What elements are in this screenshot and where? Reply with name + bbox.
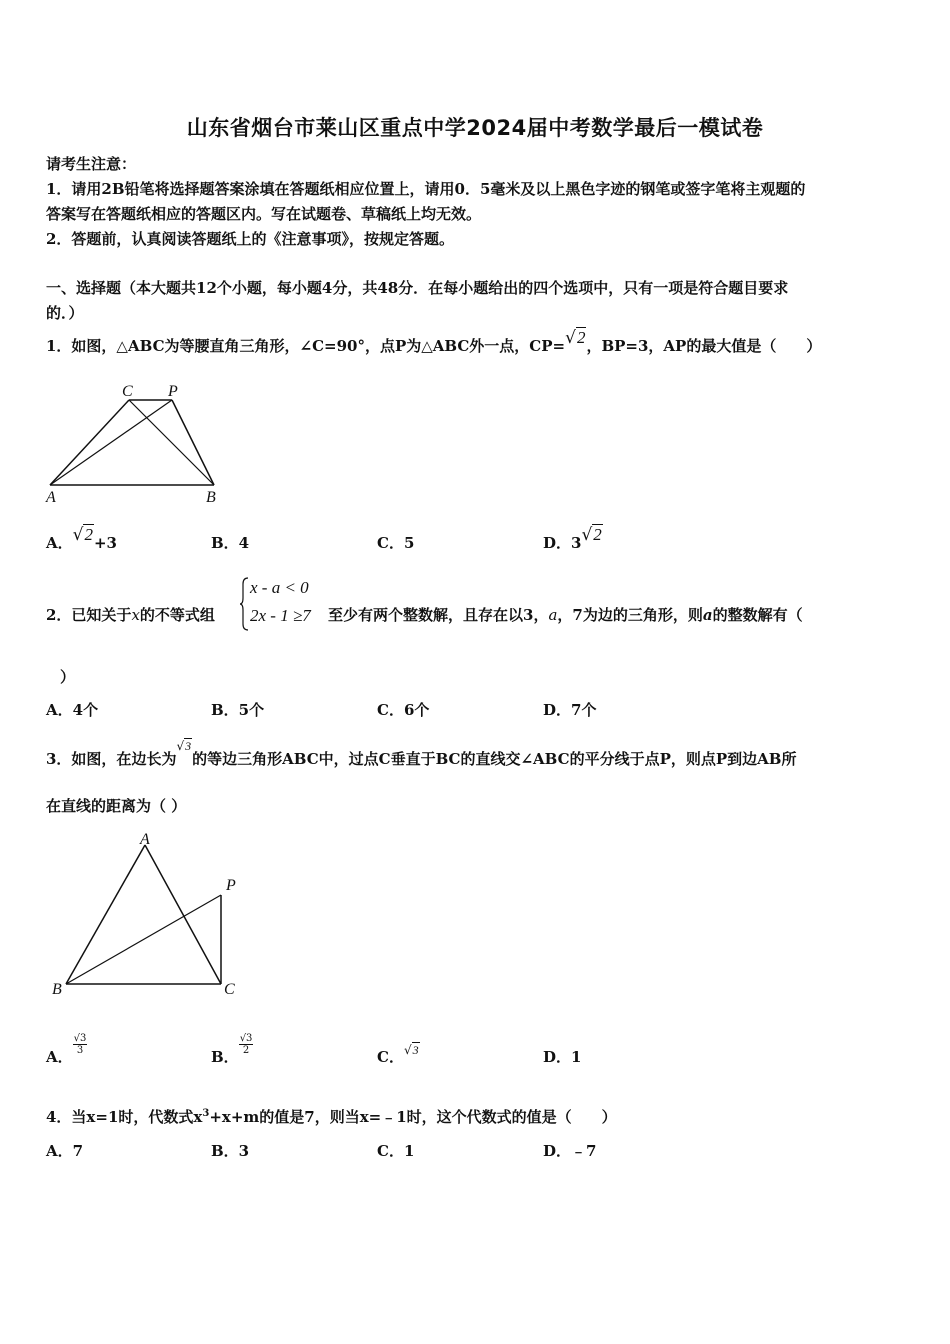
figure-label-p: P	[168, 383, 178, 400]
notice-heading: 请考生注意：	[46, 155, 137, 173]
fraction: $\frac{√3}{2}$	[239, 1032, 253, 1056]
section-heading: 一、选择题（本大题共12个小题，每小题4分，共48分．在每小题给出的四个选项中，只有一项是符合题目要求	[46, 279, 789, 297]
figure-label-c: C	[224, 981, 235, 998]
q4-option-b[interactable]: B．3	[211, 1142, 250, 1160]
question-2-close: ）	[60, 668, 76, 686]
question-3-text: 3．如图，在边长为√3的等边三角形ABC中，过点C垂直于BC的直线交∠ABC的平分线于点P，则点P到边AB所	[46, 739, 797, 768]
question-2-text: 2．已知关于x的不等式组	[46, 606, 215, 624]
notice-line-1-cont: 答案写在答题纸相应的答题区内。写在试题卷、草稿纸上均无效。	[46, 205, 482, 223]
notice-line-2: 2．答题前，认真阅读答题纸上的《注意事项》，按规定答题。	[46, 230, 454, 248]
section-heading-cont: 的．）	[46, 304, 84, 322]
notice-line-1: 1．请用2B铅笔将选择题答案涂填在答题纸相应位置上，请用0．5毫米及以上黑色字迹的钢笔或签字笔将主观题的	[46, 180, 806, 198]
fraction: $\frac{√3}{3}$	[73, 1032, 87, 1056]
question-3-figure	[48, 828, 248, 1000]
q3-option-a[interactable]: A． $\frac{√3}{3}$	[46, 1032, 87, 1066]
q2-option-d[interactable]: D．7个	[543, 701, 597, 719]
sqrt-expression: √3	[403, 1043, 419, 1057]
sqrt-expression: √2	[72, 525, 93, 545]
question-2-text-cont: 至少有两个整数解，且存在以3，a，7为边的三角形，则a的整数解有（	[328, 606, 803, 624]
q1-option-a[interactable]: A．√2+3	[46, 525, 117, 552]
sqrt-expression: √3	[176, 739, 192, 753]
q1-option-b[interactable]: B．4	[211, 534, 250, 552]
question-1-figure	[44, 378, 226, 504]
question-4-text: 4．当x=1时，代数式$x^3+x+m$的值是7，则当x=﹣1时，这个代数式的值是（ ）	[46, 1108, 617, 1126]
inequality-2: 2x - 1 ≥7	[250, 606, 311, 625]
q3-option-c[interactable]: C．√3	[377, 1043, 419, 1066]
q2-option-c[interactable]: C．6个	[377, 701, 430, 719]
figure-label-b: B	[52, 981, 62, 998]
q4-option-d[interactable]: D．﹣7	[543, 1142, 597, 1160]
left-brace-icon	[240, 576, 250, 632]
q3-option-b[interactable]: B． $\frac{√3}{2}$	[211, 1032, 253, 1066]
figure-label-a: A	[46, 489, 56, 504]
q2-option-b[interactable]: B．5个	[211, 701, 265, 719]
q4-option-c[interactable]: C．1	[377, 1142, 415, 1160]
q3-option-d[interactable]: D．1	[543, 1048, 582, 1066]
inequality-1: x - a < 0	[250, 578, 309, 597]
figure-label-c: C	[122, 383, 133, 400]
figure-label-a: A	[140, 831, 150, 848]
q1-option-c[interactable]: C．5	[377, 534, 415, 552]
q4-option-a[interactable]: A．7	[46, 1142, 84, 1160]
question-1-text: 1．如图，△ABC为等腰直角三角形，∠C=90°，点P为△ABC外一点，CP=√2，BP=3，AP的最大值是（ ）	[46, 328, 822, 355]
sqrt-expression: √2	[581, 525, 602, 545]
figure-label-b: B	[206, 489, 216, 504]
figure-label-p: P	[226, 877, 236, 894]
q2-option-a[interactable]: A．4个	[46, 701, 99, 719]
q1-option-d[interactable]: D．3√2	[543, 525, 602, 552]
page-title: 山东省烟台市莱山区重点中学2024届中考数学最后一模试卷	[186, 116, 764, 140]
inequality-system	[240, 576, 324, 632]
question-3-text-cont: 在直线的距离为（ ）	[46, 797, 187, 815]
sqrt-expression: √2	[565, 328, 586, 348]
